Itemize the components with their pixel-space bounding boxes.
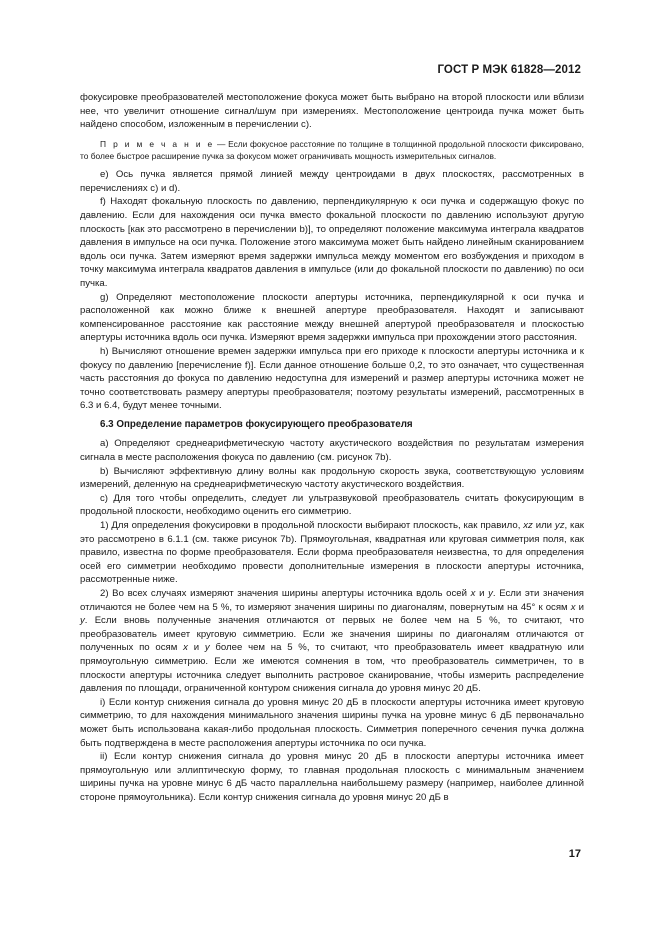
list-item-g: g) Определяют местоположение плоскости апертуры источника, перпендикулярной к оси пучка и расположенной как можно ближе к внешней апертуре преобразователя. Находят и записывают компенсированное расстояние как расстояние между внешней апертурой преобразователя и плоскостью апертуры источника вдоль оси пучка. Измеряют время задержки импульса при прохождении этого расстояния.	[80, 291, 584, 344]
list-item-c: с) Для того чтобы определить, следует ли ультразвуковой преобразователь считать фокусирующим в продольной плоскости, необходимо оценить его симметрию.	[80, 492, 584, 518]
list-item-a: а) Определяют среднеарифметическую частоту акустического воздействия по результатам измерения сигнала в месте расположения фокуса по давлению (см. рисунок 7b).	[80, 438, 584, 464]
section-heading: 6.3 Определение параметров фокусирующего преобразователя	[100, 418, 413, 430]
list-item-e: е) Ось пучка является прямой линией между центроидами в двух плоскостях, рассмотренных в перечислениях с) и d).	[80, 169, 584, 194]
page-number: 17	[568, 848, 581, 860]
note-text: — Если фокусное расстояние по толщине в толщинной продольной плоскости фиксировано, то более быстрое расширение пучка за фокусом может ограничивать мощность измерительных сигналов.	[80, 138, 584, 161]
list-item-f: f) Находят фокальную плоскость по давлению, перпендикулярную к оси пучка и содержащую фокус по давлению. Если для нахождения оси пучка вместо фокальной плоскости по давлению используют другую плоскость [как это рассмотрено в перечислении b)], то определяют положение максимума интеграла квадратов давления в импульсе на оси пучка. Положение этого максимума может быть найдено линейным сканированием вдоль оси пучка. Затем измеряют время задержки импульса между моментом его возбуждения и приходом в точку максимума интеграла квадратов давления в импульсе (или до фокальной плоскости по давлению) по оси пучка.	[80, 196, 584, 289]
document-header: ГОСТ Р МЭК 61828—2012	[437, 64, 581, 76]
list-item-2: 2) Во всех случаях измеряют значения ширины апертуры источника вдоль осей x и y. Если эти значения отличаются не более чем на 5 %, то измеряют значения ширины по диагоналям, повернутым на 45° к осям x и y. Если вновь полученные значения отличаются от первых не более чем на 5 %, то считают, что преобразователь имеет круговую симметрию. Если же значения ширины по диагоналям отличаются от полученных по осям x и y более чем на 5 %, то считают, что преобразователь имеет квадратную или прямоугольную симметрию. Если же имеются сомнения в том, что преобразователь симметричен, то в плоскости апертуры источника следует выполнить растровое сканирование, чтобы измерить распределение давления по площади, ограниченной контуром снижения сигнала до уровня минус 20 дБ.	[80, 588, 585, 695]
note-label: П р и м е ч а н и е	[100, 138, 215, 149]
note	[80, 138, 584, 162]
list-item-h: h) Вычисляют отношение времен задержки импульса при его приходе к плоскости апертуры источника и к фокусу по давлению [перечисление f)]. Если данное отношение больше 0,2, то это означает, что существенная часть расстояния до фокуса по давлению недоступна для измерений и размер апертуры источника может не точно соответствовать размеру апертуры преобразователя; поэтому результаты измерений, рассмотренных в 6.3 и 6.4, будут менее точными.	[80, 345, 584, 412]
paragraph-continuation: фокусировке преобразователей местоположение фокуса может быть выбрано на второй плоскости или вблизи нее, что увеличит отношение сигнал/шум при измерениях. Местоположение центроида пучка может быть найдено способом, изложенным в перечислении с).	[80, 92, 584, 131]
list-item-b: b) Вычисляют эффективную длину волны как продольную скорость звука, соответствующую условиям измерений, деленную на среднеарифметическую частоту акустического воздействия.	[80, 465, 584, 491]
list-item-ii: ii) Если контур снижения сигнала до уровня минус 20 дБ в плоскости апертуры источника имеет прямоугольную или эллиптическую форму, то главная продольная плоскость с минимальным значением ширины пучка на уровне минус 6 дБ часто параллельна наибольшему размеру (например, наиболее длинной стороне прямоугольника). Если контур снижения сигнала до уровня минус 20 дБ в	[80, 751, 584, 803]
document-body	[80, 91, 584, 805]
list-item-i: i) Если контур снижения сигнала до уровня минус 20 дБ в плоскости апертуры источника имеет круговую симметрию, то для нахождения минимального значения ширины пучка на уровне минус 6 дБ первоначально может быть использована какая-либо продольная плоскость. Симметрия поперечного сечения пучка должна быть подтверждена в месте расположения апертуры источника по оси пучка.	[80, 696, 584, 749]
list-item-1: 1) Для определения фокусировки в продольной плоскости выбирают плоскость, как правило, xz или yz, как это рассмотрено в 6.1.1 (см. также рисунок 7b). Прямоугольная, квадратная или круговая симметрия поля, как правило, известна по форме преобразователя. Если форма преобразователя неизвестна, то для определения осей его симметрии необходимо провести дополнительные измерения в плоскости апертуры источника, рассмотренные ниже.	[80, 520, 584, 586]
